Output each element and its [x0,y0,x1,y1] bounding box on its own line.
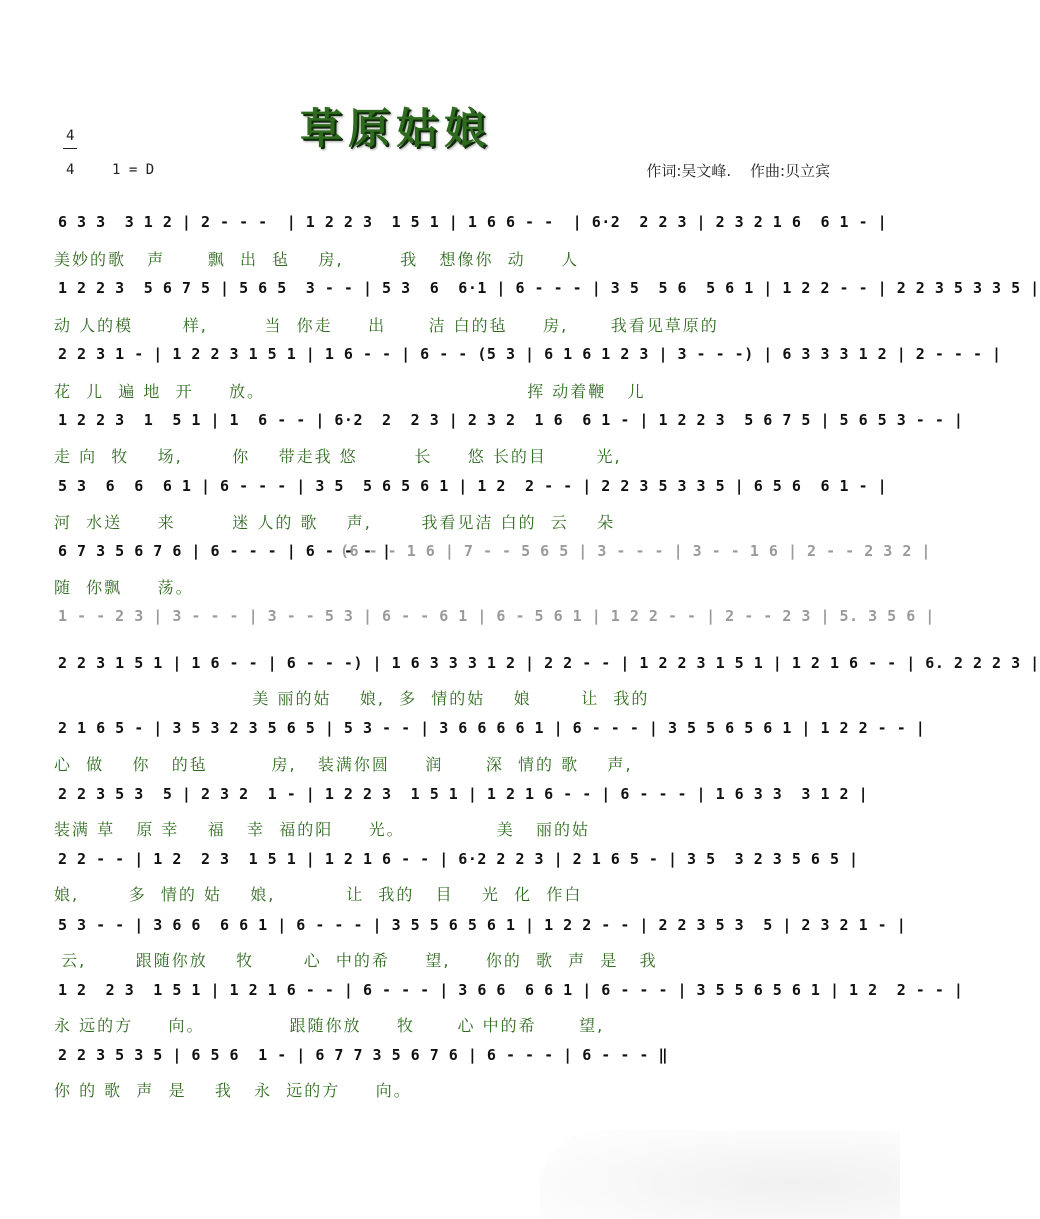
lyricist-credit: 作词:吴文峰. [646,162,732,180]
lyrics-row: 装满 草 原 幸 福 幸 福的阳 光。 美 丽的姑 [54,820,591,839]
notation-row: 2 1 6 5 - | 3 5 3 2 3 5 6 5 | 5 3 - - | 3 6 6 6 6 1 | 6 - - - | 3 5 5 6 5 6 1 | 1 2 2 - - | [58,719,926,737]
interlude-row: 1 - - 2 3 | 3 - - - | 3 - - 5 3 | 6 - - 6 1 | 6 - 5 6 1 | 1 2 2 - - | 2 - - 2 3 | 5. 3 5 6 | [58,607,935,625]
lyrics-row: 随 你飘 荡。 [54,578,194,597]
notation-row: 1 2 2 3 1 5 1 | 1 2 1 6 - - | 6 - - - | 3 6 6 6 6 1 | 6 - - - | 3 5 5 6 5 6 1 | 1 2 2 - - | [58,981,964,999]
composer-credit: 作曲:贝立宾 [749,162,830,180]
notation-row: 2 2 3 5 3 5 | 2 3 2 1 - | 1 2 2 3 1 5 1 | 1 2 1 6 - - | 6 - - - | 1 6 3 3 3 1 2 | [58,785,869,803]
interlude-row: (6 - - 1 6 | 7 - - 5 6 5 | 3 - - - | 3 - - 1 6 | 2 - - 2 3 2 | [340,542,931,560]
lyrics-row: 花 儿 遍 地 开 放。 挥 动着鞭 儿 [54,382,646,401]
lyrics-row: 娘, 多 情的 姑 娘, 让 我的 目 光 化 作白 [54,885,583,904]
lyrics-row: 走 向 牧 场, 你 带走我 悠 长 悠 长的目 光, [54,447,622,466]
background-glow [540,1130,900,1219]
notation-row: 1 2 2 3 1 5 1 | 1 6 - - | 6·2 2 2 3 | 2 3 2 1 6 6 1 - | 1 2 2 3 5 6 7 5 | 5 6 5 3 - - | [58,411,964,429]
notation-row: 2 2 - - | 1 2 2 3 1 5 1 | 1 2 1 6 - - | 6·2 2 2 3 | 2 1 6 5 - | 3 5 3 2 3 5 6 5 | [58,850,859,868]
lyrics-row: 你 的 歌 声 是 我 永 远的方 向。 [54,1081,412,1100]
notation-row: 6 3 3 3 1 2 | 2 - - - | 1 2 2 3 1 5 1 | 1 6 6 - - | 6·2 2 2 3 | 2 3 2 1 6 6 1 - | [58,213,888,231]
time-signature-top: 4 [66,128,75,144]
lyrics-row: 美妙的歌 声 飘 出 毡 房, 我 想像你 动 人 [54,250,580,269]
notation-row: 2 2 3 1 5 1 | 1 6 - - | 6 - - -) | 1 6 3 3 3 1 2 | 2 2 - - | 1 2 2 3 1 5 1 | 1 2 1 6 - - | 6. 2 2 2 3 | [58,654,1040,672]
notation-row: 2 2 3 1 - | 1 2 2 3 1 5 1 | 1 6 - - | 6 - - (5 3 | 6 1 6 1 2 3 | 3 - - -) | 6 3 3 3 1 2 | 2 - - - | [58,345,1002,363]
notation-row: 5 3 - - | 3 6 6 6 6 1 | 6 - - - | 3 5 5 6 5 6 1 | 1 2 2 - - | 2 2 3 5 3 5 | 2 3 2 1 - | [58,916,907,934]
song-title: 草原姑娘 [300,104,493,153]
notation-row: 5 3 6 6 6 1 | 6 - - - | 3 5 5 6 5 6 1 | 1 2 2 - - | 2 2 3 5 3 3 5 | 6 5 6 6 1 - | [58,477,888,495]
lyrics-row: 动 人的模 样, 当 你走 出 洁 白的毡 房, 我看见草原的 [54,316,719,335]
time-signature-bottom: 4 [66,162,75,178]
notation-row: 6 7 3 5 6 7 6 | 6 - - - | 6 - - - | [58,542,392,560]
lyrics-row: 云, 跟随你放 牧 心 中的希 望, 你的 歌 声 是 我 [54,951,658,970]
notation-row: 1 2 2 3 5 6 7 5 | 5 6 5 3 - - | 5 3 6 6·1 | 6 - - - | 3 5 5 6 5 6 1 | 1 2 2 - - | 2 2 3 5 3 3 5 | [58,279,1040,297]
notation-row: 2 2 3 5 3 5 | 6 5 6 1 - | 6 7 7 3 5 6 7 6 | 6 - - - | 6 - - - ‖ [58,1046,668,1064]
credits [632,160,830,181]
lyrics-row: 永 远的方 向。 跟随你放 牧 心 中的希 望, [54,1016,605,1035]
time-signature-divider [63,148,77,149]
key-signature: 1 = D [112,162,155,178]
lyrics-row: 心 做 你 的毡 房, 装满你圆 润 深 情的 歌 声, [54,755,633,774]
lyrics-row: 河 水送 来 迷 人的 歌 声, 我看见洁 白的 云 朵 [54,513,616,532]
lyrics-row: 美 丽的姑 娘, 多 情的姑 娘 让 我的 [54,689,650,708]
